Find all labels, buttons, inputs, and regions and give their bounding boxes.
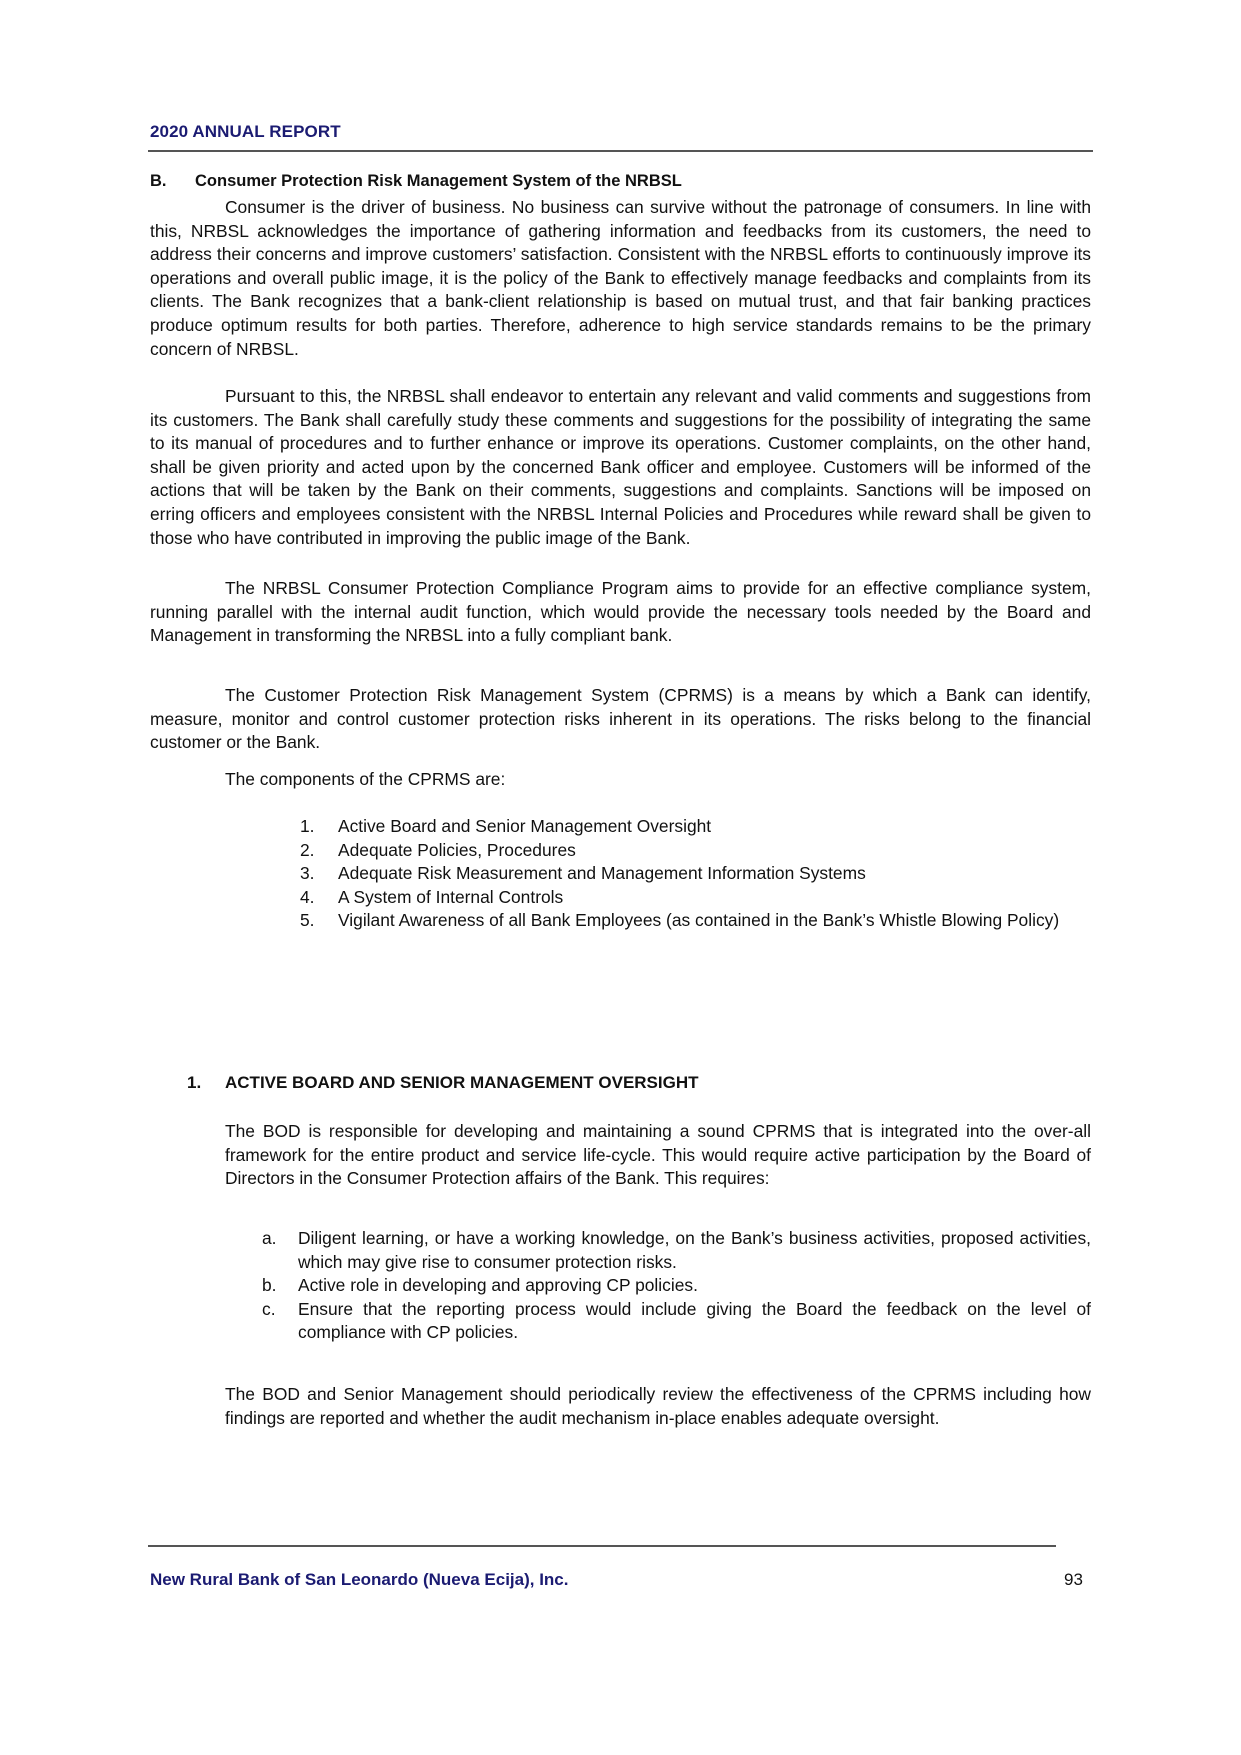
subsection-number: 1.: [187, 1073, 202, 1092]
subsection-intro: [225, 1120, 1091, 1191]
report-header-title: 2020 ANNUAL REPORT: [150, 122, 341, 141]
list-item-text: Active Board and Senior Management Oversight: [338, 816, 712, 836]
list-item-number: 3.: [300, 863, 315, 884]
list-item-text: Active role in developing and approving CP policies.: [298, 1275, 698, 1296]
header-divider: [148, 150, 1093, 152]
list-item: [300, 886, 1091, 910]
requirements-list: [262, 1227, 1091, 1345]
paragraph-text: The BOD is responsible for developing and maintaining a sound CPRMS that is integrated into the over-all framework for the entire product and service life-cycle. This would require active participation by the Board of Directors in the Consumer Protection affairs of the Bank. This requires:: [225, 1121, 1091, 1189]
section-heading: [150, 172, 682, 191]
list-item-text: Adequate Policies, Procedures: [338, 839, 576, 860]
subsection-title: ACTIVE BOARD AND SENIOR MANAGEMENT OVERSIGHT: [225, 1073, 699, 1092]
list-item-number: 1.: [300, 816, 315, 836]
paragraph-text: The NRBSL Consumer Protection Compliance Program aims to provide for an effective compliance system, running parallel with the internal audit function, which would provide the necessary tools needed by the Board and Management in transforming the NRBSL into a fully compliant bank.: [150, 578, 1091, 646]
section-letter: B.: [150, 172, 167, 190]
paragraph-text: Consumer is the driver of business. No business can survive without the patronage of consumers. In line with this, NRBSL acknowledges the importance of gathering information and feedbacks from its customers, the need to address their concerns and improve customers’ satisfaction. Consistent with the NRBSL efforts to continuously improve its operations and overall public image, it is the policy of the Bank to effectively manage feedbacks and complaints from its clients. The Bank recognizes that a bank-client relationship is based on mutual trust, and that fair banking practices produce optimum results for both parties. Therefore, adherence to high service standards remains to be the primary concern of NRBSL.: [150, 197, 1091, 359]
list-item-text: Diligent learning, or have a working knowledge, on the Bank’s business activities, proposed activities, which may give rise to consumer protection risks.: [298, 1228, 1091, 1272]
list-item-text: Vigilant Awareness of all Bank Employees (as contained in the Bank’s Whistle Blowing Policy): [338, 910, 1060, 931]
list-item: [300, 909, 1091, 933]
subsection-heading: [187, 1073, 699, 1093]
list-item-text: Ensure that the reporting process would include giving the Board the feedback on the level of compliance with CP policies.: [298, 1298, 1091, 1343]
paragraph-compliance-program: [150, 577, 1091, 648]
list-item: [262, 1298, 1091, 1345]
list-item: [300, 815, 1091, 839]
paragraph-text: The BOD and Senior Management should periodically review the effectiveness of the CPRMS including how findings are reported and whether the audit mechanism in-place enables adequate oversight.: [225, 1384, 1091, 1428]
footer-divider: [148, 1545, 1056, 1547]
list-item-letter: c.: [262, 1298, 276, 1319]
list-item-letter: a.: [262, 1228, 277, 1248]
list-item: [262, 1227, 1091, 1274]
paragraph-text: Pursuant to this, the NRBSL shall endeavor to entertain any relevant and valid comments and suggestions from its customers. The Bank shall carefully study these comments and suggestions for the possibility of integrating the same to its manual of procedures and to further enhance or improve its operations. Customer complaints, on the other hand, shall be given priority and acted upon by the concerned Bank officer and employee. Customers will be informed of the actions that will be taken by the Bank on their comments, suggestions and complaints. Sanctions will be imposed on erring officers and employees consistent with the NRBSL Internal Policies and Procedures while reward shall be given to those who have contributed in improving the public image of the Bank.: [150, 386, 1091, 548]
paragraph-pursuant: [150, 385, 1091, 550]
paragraph-cprms-definition: [150, 684, 1091, 755]
page-number: 93: [1064, 1570, 1083, 1589]
list-item: [300, 839, 1091, 863]
section-title: Consumer Protection Risk Management System of the NRBSL: [195, 172, 682, 190]
list-item: [300, 862, 1091, 886]
paragraph-text: The Customer Protection Risk Management System (CPRMS) is a means by which a Bank can identify, measure, monitor and control customer protection risks inherent in its operations. The risks belong to the financial customer or the Bank.: [150, 685, 1091, 753]
list-item: [262, 1274, 1091, 1298]
list-item-number: 5.: [300, 910, 315, 931]
components-intro: The components of the CPRMS are:: [225, 769, 506, 789]
subsection-closing: [225, 1383, 1091, 1430]
components-list: [300, 815, 1091, 933]
paragraph-consumer-driver: [150, 196, 1091, 361]
list-item-text: Adequate Risk Measurement and Management Information Systems: [338, 863, 866, 884]
list-item-text: A System of Internal Controls: [338, 886, 564, 907]
list-item-number: 2.: [300, 839, 315, 860]
list-item-letter: b.: [262, 1275, 277, 1296]
footer-organization: New Rural Bank of San Leonardo (Nueva Ecija), Inc.: [150, 1570, 569, 1589]
list-item-number: 4.: [300, 886, 315, 907]
